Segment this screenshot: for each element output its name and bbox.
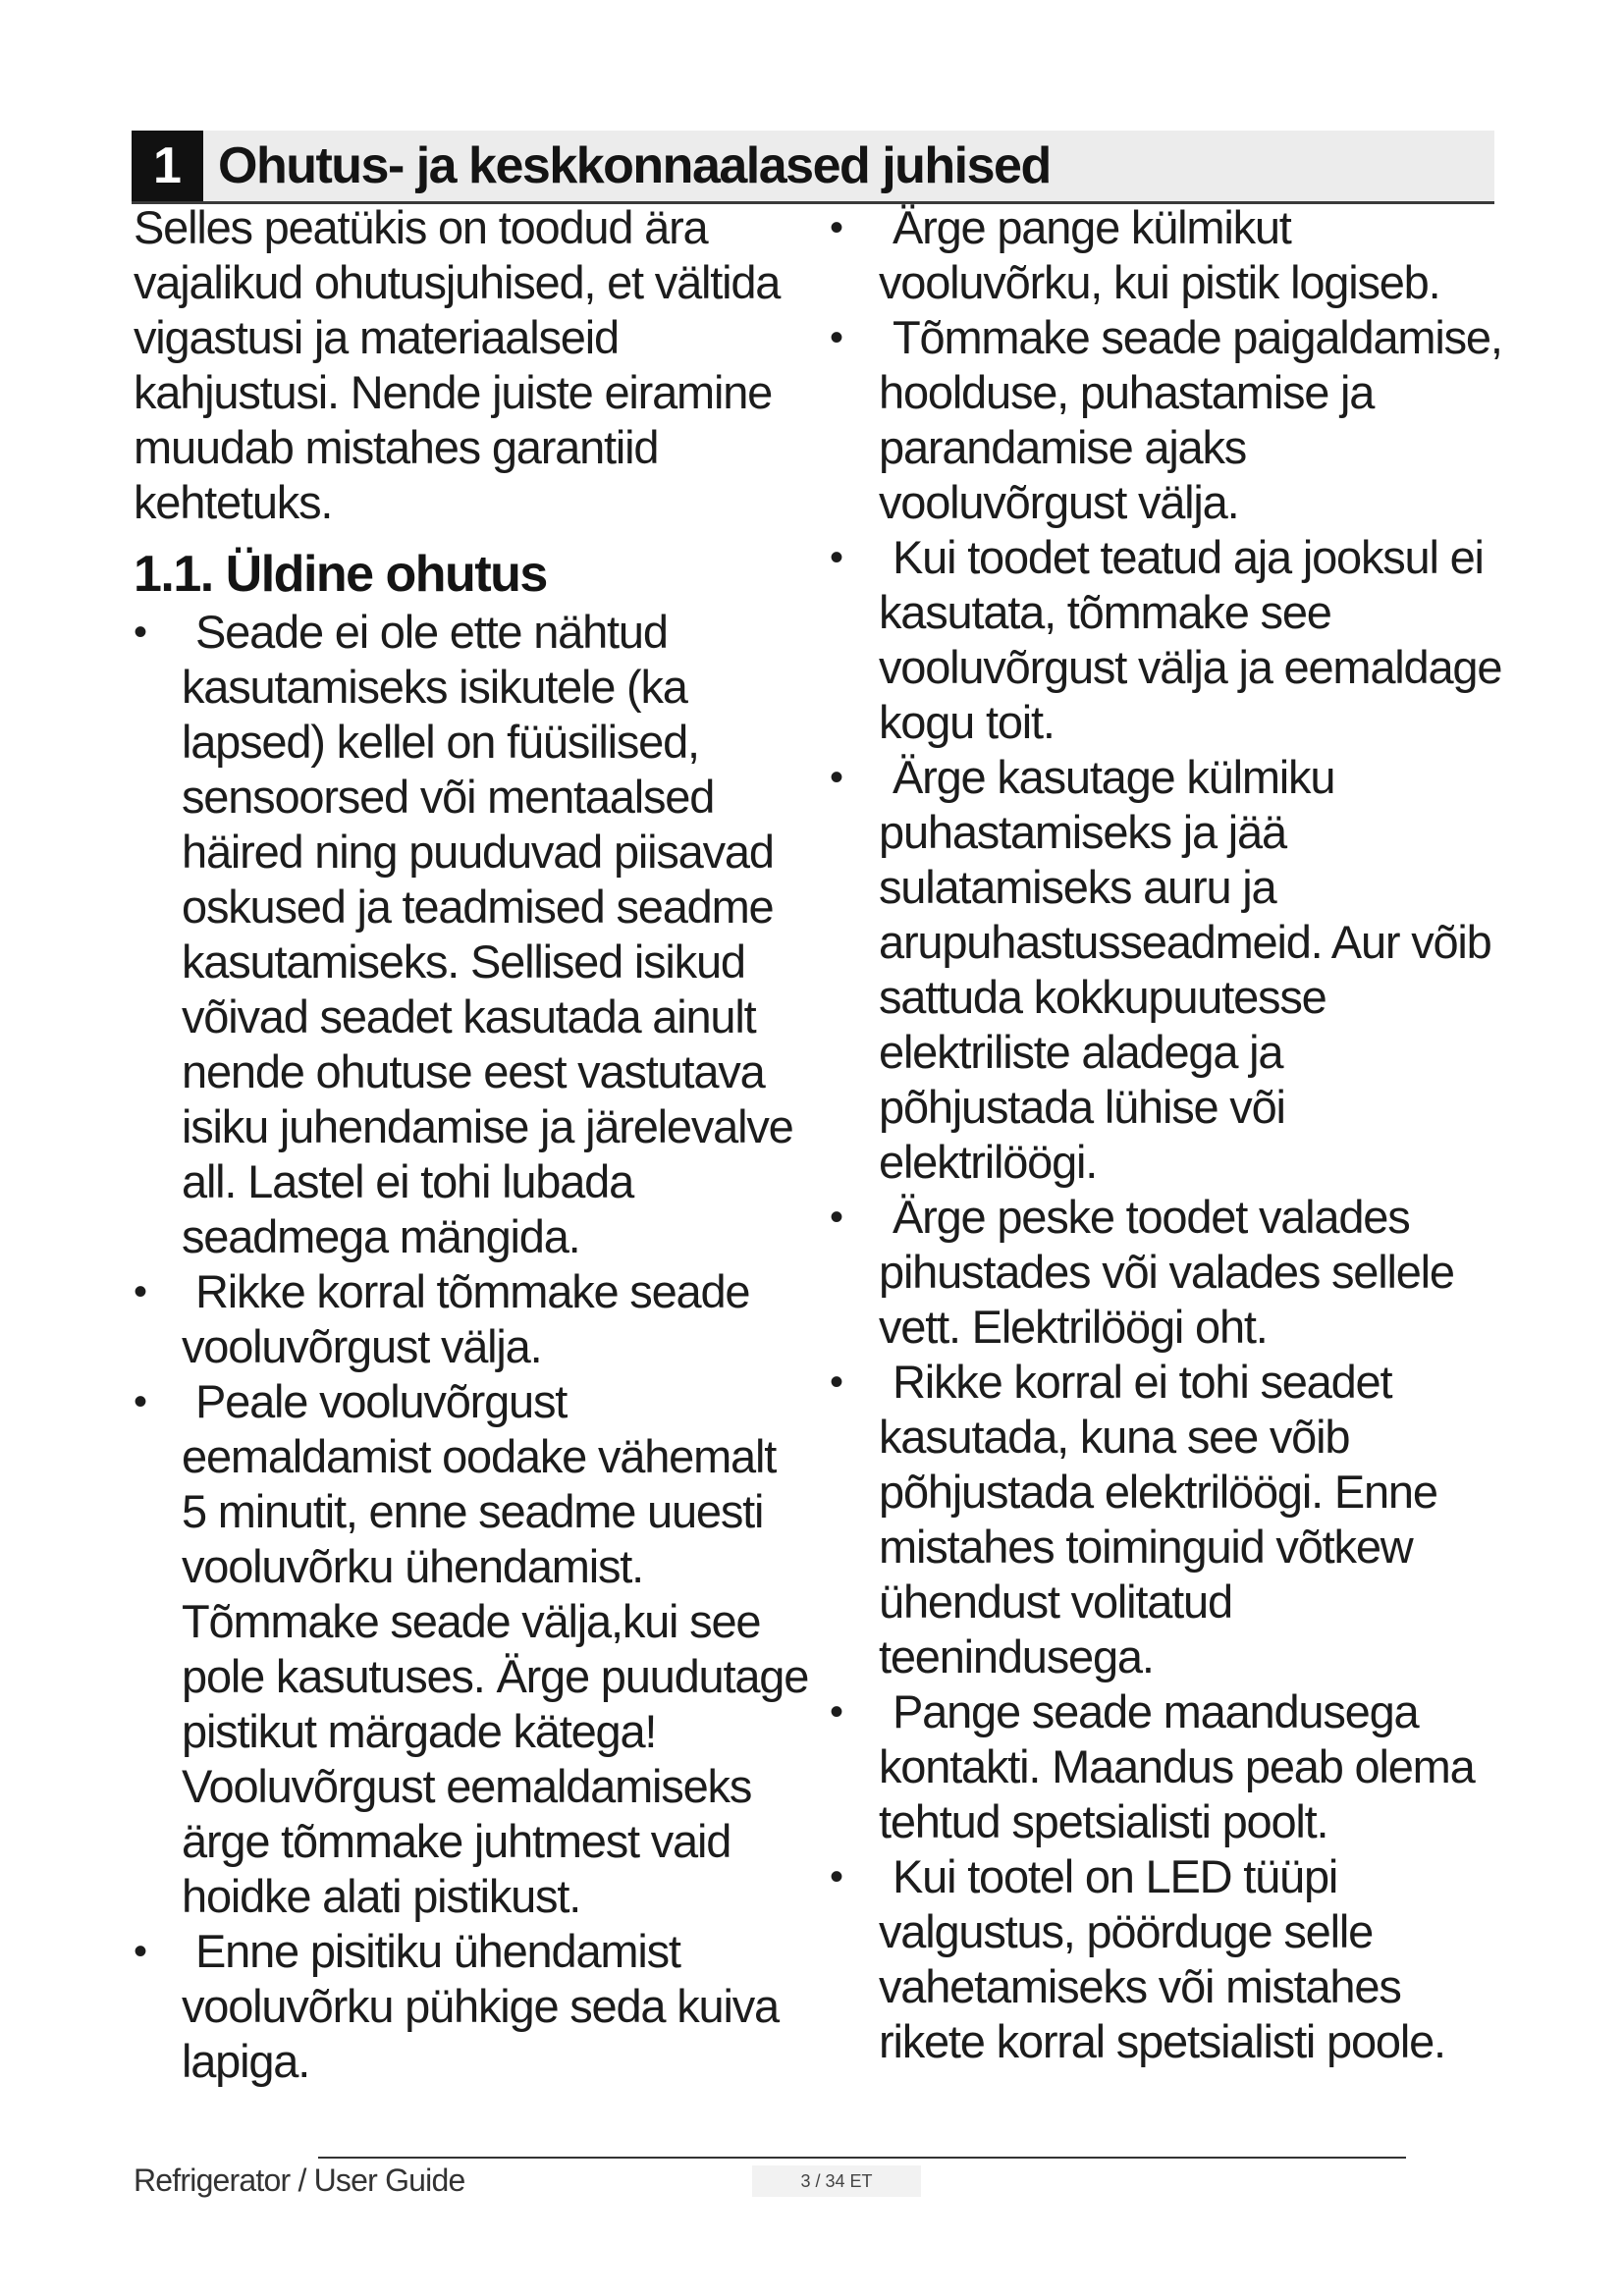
list-item [825,1684,1502,1849]
bullet-icon: • [830,1690,842,1734]
section-header [132,131,1494,204]
list-item-text: Kui toodet teatud aja jooksul ei kasutata, tõmmake see vooluvõrgust välja ja eemaldage kogu toit. [879,531,1502,748]
bullet-icon: • [134,1930,146,1973]
bullet-icon: • [134,611,146,654]
list-item [825,310,1502,530]
bullet-icon: • [830,1855,842,1898]
list-item-text: Seade ei ole ette nähtud kasutamiseks isikutele (ka lapsed) kellel on füüsilised, sensoorsed või mentaalsed häired ning puuduvad piisavad oskused ja teadmised seadme kasutamiseks. Sellised isikud võivad seadet kasutada ainult nende ohutuse eest vastutava isiku juhendamise ja järelevalve all. Lastel ei tohi lubada seadmega mängida. [182,606,793,1262]
list-item-text: Rikke korral tõmmake seade vooluvõrgust välja. [182,1265,750,1372]
bullet-icon: • [830,756,842,799]
list-item-text: Peale vooluvõrgust eemaldamist oodake vähemalt 5 minutit, enne seadme uuesti vooluvõrku ühendamist. Tõmmake seade välja,kui see pole kasutuses. Ärge puudutage pistikut märgade kätega! Vooluvõrgust eemaldamiseks ärge tõmmake juhtmest vaid hoidke alati pistikust. [182,1375,809,1922]
list-item [134,605,811,1264]
bullet-icon: • [830,536,842,579]
right-bullet-list [825,200,1502,2069]
left-column [134,200,811,2089]
list-item-text: Ärge peske toodet valades pihustades või valades sellele vett. Elektrilöögi oht. [879,1191,1454,1353]
bullet-icon: • [830,1361,842,1404]
list-item-text: Tõmmake seade paigaldamise, hoolduse, puhastamise ja parandamise ajaks vooluvõrgust välja. [879,311,1502,528]
list-item-text: Rikke korral ei tohi seadet kasutada, kuna see võib põhjustada elektrilöögi. Enne mistahes toiminguid võtkew ühendust volitatud teenindusega. [879,1356,1437,1682]
list-item-text: Kui tootel on LED tüüpi valgustus, pöörduge selle vahetamiseks või mistahes rikete korral spetsialisti poole. [879,1850,1445,2067]
bullet-icon: • [830,316,842,359]
chapter-title: Ohutus- ja keskkonnaalased juhised [218,137,1051,194]
list-item [825,1355,1502,1684]
list-item [825,530,1502,750]
list-item [825,200,1502,310]
list-item [825,750,1502,1190]
page-number: 3 / 34 ET [752,2165,921,2197]
list-item-text: Enne pisitiku ühendamist vooluvõrku pühkige seda kuiva lapiga. [182,1925,779,2087]
section-heading: 1.1. Üldine ohutus [134,546,547,603]
list-item [134,1264,811,1374]
list-item-text: Ärge pange külmikut vooluvõrku, kui pistik logiseb. [879,201,1440,308]
list-item-text: Pange seade maandusega kontakti. Maandus peab olema tehtud spetsialisti poolt. [879,1685,1475,1847]
footer-guide-title: Refrigerator / User Guide [134,2163,465,2198]
bullet-icon: • [830,206,842,249]
list-item [825,1190,1502,1355]
footer-divider [318,2157,1406,2159]
left-bullet-list [134,605,811,2089]
list-item [825,1849,1502,2069]
chapter-number: 1 [132,131,203,201]
intro-paragraph: Selles peatükis on toodud ära vajalikud ohutusjuhised, et vältida vigastusi ja materiaalseid kahjustusi. Nende juiste eiramine muudab mistahes garantiid kehtetuks. [134,201,781,528]
bullet-icon: • [134,1270,146,1313]
right-column [825,200,1502,2069]
bullet-icon: • [134,1380,146,1423]
list-item [134,1924,811,2089]
list-item [134,1374,811,1924]
list-item-text: Ärge kasutage külmiku puhastamiseks ja jää sulatamiseks auru ja arupuhastusseadmeid. Aur võib sattuda kokkupuutesse elektriliste aladega ja põhjustada lühise või elektrilöögi. [879,751,1491,1188]
bullet-icon: • [830,1196,842,1239]
